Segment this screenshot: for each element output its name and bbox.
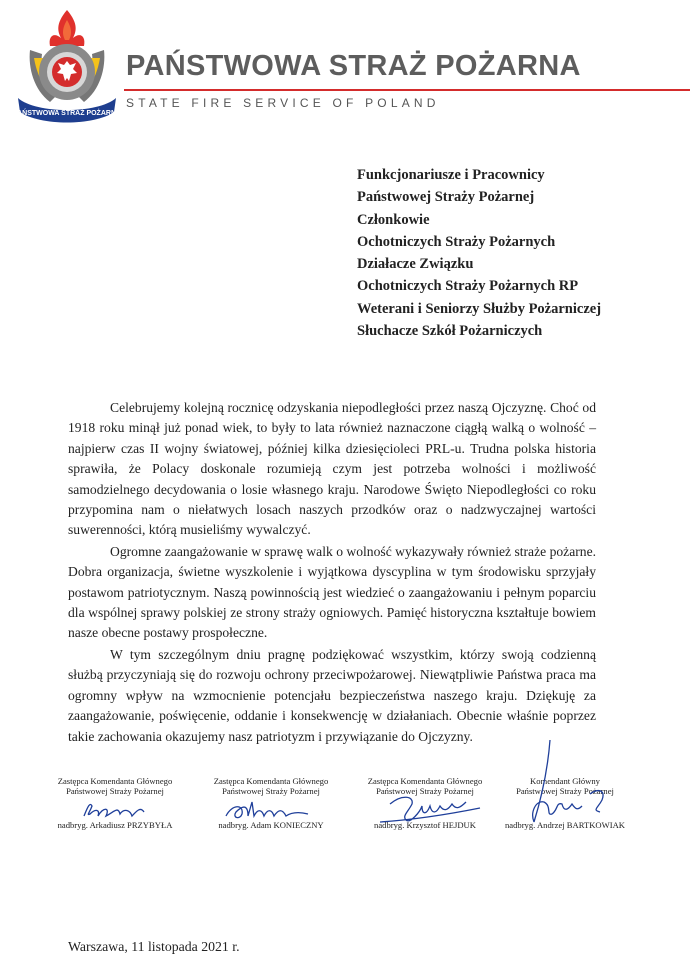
signature-title: Komendant Główny xyxy=(530,776,600,786)
signature-title: Zastępca Komendanta Głównego xyxy=(367,776,483,786)
signatory-name: nadbryg. Arkadiusz PRZYBYŁA xyxy=(57,820,173,830)
signature-title: Zastępca Komendanta Głównego xyxy=(213,776,329,786)
addressee-block xyxy=(357,164,601,342)
place-and-date: Warszawa, 11 listopada 2021 r. xyxy=(68,939,240,954)
signatory-name: nadbryg. Krzysztof HEJDUK xyxy=(374,820,476,830)
addressee-line: Słuchacze Szkół Pożarniczych xyxy=(357,323,543,340)
signature-title: Zastępca Komendanta Głównego xyxy=(57,776,173,786)
letter-body xyxy=(68,398,596,748)
body-paragraph: Celebrujemy kolejną rocznicę odzyskania niepodległości przez naszą Ojczyznę. Choć od 1918 roku minął już ponad wiek, to były to lata również naznaczone ciągłą walką o wolność – najpierw czas II wojny światowej, później kilka dziesięcioleci PRL-u. Trudna polska historia sprawiła, że Polacy doskonale rozumieją czym jest potrzeba wolności i możliwość samodzielnego decydowania o losie własnego kraju. Narodowe Święto Niepodległości co roku przypomina nam o niełatwych losach naszych przodków oraz o nadzwyczajnej wartości suwerenności, którą musieliśmy wywalczyć. xyxy=(68,400,596,538)
signature-title: Państwowej Straży Pożarnej xyxy=(376,786,474,796)
signature-title: Państwowej Straży Pożarnej xyxy=(66,786,164,796)
signatory-name: nadbryg. Adam KONIECZNY xyxy=(218,820,324,830)
org-name: PAŃSTWOWA STRAŻ POŻARNA xyxy=(126,50,581,82)
body-paragraph: W tym szczególnym dniu pragnę podziękować wszystkim, którzy swoją codzienną służbą przyczyniają się do rozwoju ochrony przeciwpożarowej. Niewątpliwie Państwa praca ma ogromny wpływ na wzmocnienie potencjału bezpieczeństwa naszego kraju. Dziękuję za zaangażowanie, poświęcenie, oddanie i konsekwencję w działaniach. Obecnie właśnie poprzez takie zachowania okazujemy nasz patriotyzm i przywiązanie do Ojczyzny. xyxy=(68,646,596,744)
addressee-line: Członkowie xyxy=(357,211,430,228)
addressee-line: Ochotniczych Straży Pożarnych xyxy=(357,233,556,250)
signature-block xyxy=(196,776,346,830)
header-divider xyxy=(124,89,690,91)
org-name-english: STATE FIRE SERVICE OF POLAND xyxy=(126,96,440,110)
signature-block xyxy=(40,776,190,830)
logo-ring-text: PAŃSTWOWA STRAŻ POŻARNA xyxy=(14,110,120,117)
addressee-line: Weterani i Seniorzy Służby Pożarniczej xyxy=(357,300,602,317)
signatory-name: nadbryg. Andrzej BARTKOWIAK xyxy=(504,820,625,830)
addressee-line: Ochotniczych Straży Pożarnych RP xyxy=(357,278,579,295)
addressee-line: Państwowej Straży Pożarnej xyxy=(357,189,535,206)
fire-service-emblem-icon xyxy=(14,6,120,124)
addressee-line: Funkcjonariusze i Pracownicy xyxy=(357,167,545,183)
body-paragraph: Ogromne zaangażowanie w sprawę walk o wolność wykazywały również straże pożarne. Dobra organizacja, świetne wyszkolenie i wyjątkowa dyscyplina w tym środowisku sprzyjały postawom patriotycznym. Naszą powinnością jest wiedzieć o zaangażowaniu i pełnym poparciu dla wspólnej sprawy polskiej ze strony straży ogniowych. Pamięć historyczna kształtuje bowiem nasze obecne postawy prospołeczne. xyxy=(68,543,596,641)
signature-block xyxy=(350,776,500,830)
signature-title: Państwowej Straży Pożarnej xyxy=(516,786,614,796)
signature-title: Państwowej Straży Pożarnej xyxy=(222,786,320,796)
addressee-line: Działacze Związku xyxy=(357,256,474,273)
signature-block xyxy=(490,776,640,830)
